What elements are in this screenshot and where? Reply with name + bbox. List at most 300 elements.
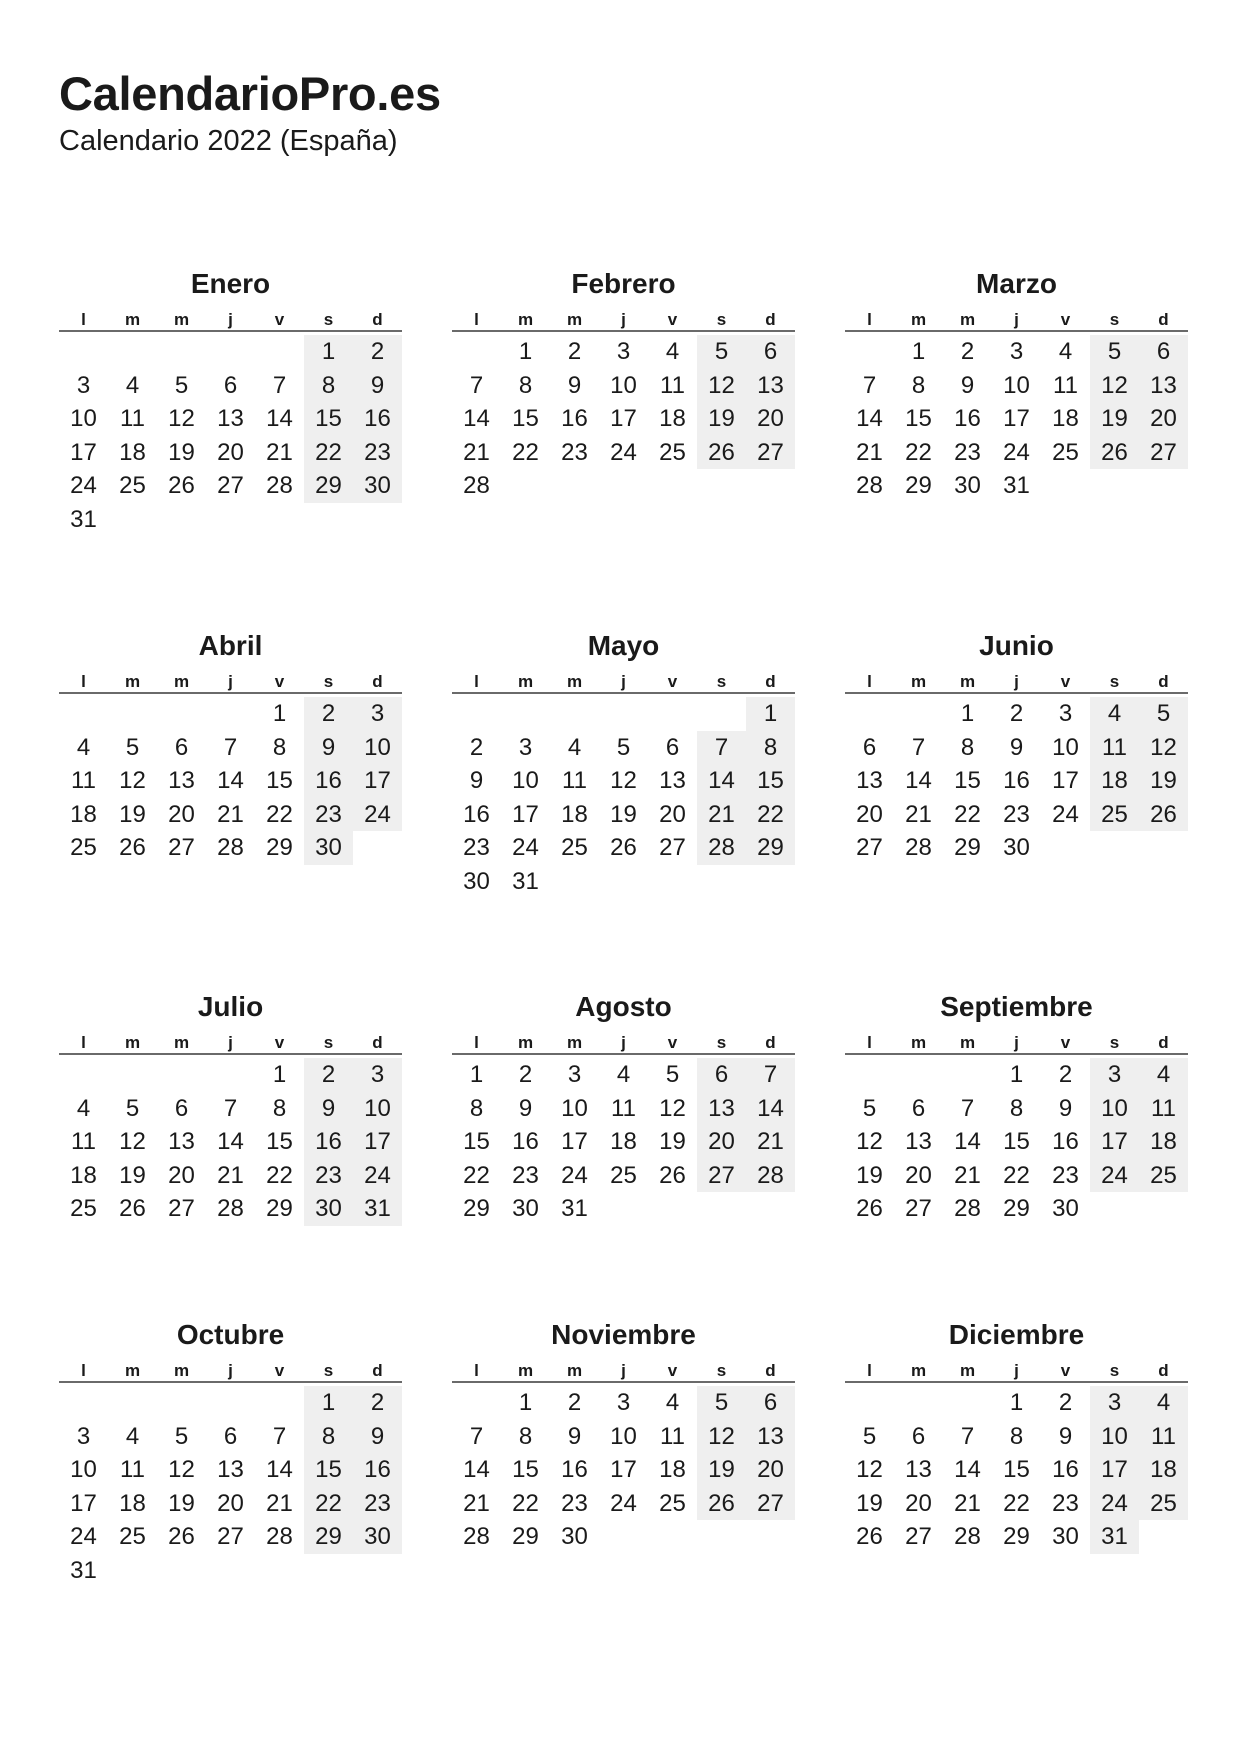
day-cell: 20 [217, 1489, 244, 1517]
weekday-label: l [474, 310, 479, 329]
weekend-day-cell: 29 [746, 831, 795, 865]
weekend-day-cell: 15 [746, 764, 795, 798]
day-cell: 21 [954, 1161, 981, 1189]
weekend-day-cell: 19 [697, 402, 746, 436]
day-cell: 14 [905, 767, 932, 794]
day-cell: 4 [665, 338, 680, 365]
weekend-day-cell: 5 [697, 335, 746, 369]
weekend-day-cell: 9 [353, 1420, 402, 1454]
day-cell: 3 [1009, 338, 1024, 365]
weekday-label: v [274, 310, 285, 329]
weekday-label: l [474, 1361, 479, 1380]
day-cell: 21 [463, 438, 490, 466]
day-cell: 21 [954, 1489, 981, 1517]
weekend-day-cell: 28 [746, 1159, 795, 1193]
weekend-day-cell: 12 [697, 369, 746, 403]
day-cell: 1 [272, 700, 287, 727]
weekday-label: m [173, 310, 190, 329]
weekend-day-cell: 22 [304, 436, 353, 470]
weekday-label: m [517, 672, 534, 691]
weekend-day-cell: 13 [697, 1092, 746, 1126]
day-cell: 24 [70, 472, 97, 499]
day-cell: 19 [659, 1128, 686, 1155]
day-cell: 16 [1052, 1128, 1079, 1155]
day-cell: 1 [911, 338, 926, 365]
weekday-label: s [323, 1033, 334, 1052]
weekday-label: l [867, 672, 872, 691]
weekday-header [845, 672, 1188, 694]
day-cell: 15 [463, 1128, 490, 1155]
day-cell: 14 [217, 767, 244, 794]
day-cell: 14 [463, 1456, 490, 1483]
day-cell: 20 [168, 800, 195, 828]
day-cell: 28 [463, 1523, 490, 1550]
day-cell: 5 [665, 1061, 680, 1088]
weekday-label: d [372, 1361, 383, 1380]
day-cell: 22 [512, 438, 539, 466]
day-cell: 10 [610, 371, 637, 399]
day-cell: 26 [119, 834, 146, 861]
day-cell: 12 [168, 1456, 195, 1483]
calendar-subtitle: Calendario 2022 (España) [59, 125, 398, 157]
day-cell: 12 [659, 1094, 686, 1122]
weekend-day-cell: 7 [697, 731, 746, 765]
day-cell: 28 [217, 834, 244, 861]
day-cell: 3 [518, 733, 533, 761]
weekday-label: m [959, 310, 976, 329]
day-cell: 29 [905, 472, 932, 499]
weekend-day-cell: 10 [1090, 1420, 1139, 1454]
day-cell: 26 [659, 1161, 686, 1189]
weekend-day-cell: 5 [697, 1386, 746, 1420]
weekend-day-cell: 4 [1139, 1058, 1188, 1092]
weekend-day-cell: 16 [304, 764, 353, 798]
day-cell: 31 [561, 1195, 588, 1222]
day-cell: 11 [660, 371, 685, 399]
weekend-day-cell: 25 [1139, 1487, 1188, 1521]
weekend-day-cell: 6 [697, 1058, 746, 1092]
weekend-day-cell: 3 [353, 697, 402, 731]
day-cell: 31 [70, 505, 97, 533]
weekend-day-cell: 14 [746, 1092, 795, 1126]
weekend-day-cell: 27 [746, 1487, 795, 1521]
day-cell: 4 [125, 371, 140, 399]
day-cell: 13 [217, 405, 244, 432]
day-cell: 22 [266, 1161, 293, 1189]
weekday-label: l [867, 1361, 872, 1380]
weekday-label: m [124, 672, 141, 691]
weekend-day-cell: 29 [304, 1520, 353, 1554]
day-cell: 28 [266, 472, 293, 499]
weekday-label: j [621, 1033, 626, 1052]
day-cell: 14 [856, 405, 883, 432]
weekend-day-cell: 20 [697, 1125, 746, 1159]
day-cell: 29 [266, 1195, 293, 1222]
day-cell: 10 [70, 405, 97, 432]
month-name: Septiembre [940, 991, 1093, 1022]
day-cell: 1 [518, 1389, 533, 1416]
day-cell: 9 [1058, 1094, 1073, 1122]
day-cell: 10 [512, 767, 539, 794]
weekend-day-cell: 6 [746, 1386, 795, 1420]
day-cell: 28 [856, 472, 883, 499]
day-cell: 25 [610, 1161, 637, 1189]
day-cell: 12 [856, 1456, 883, 1483]
month-name: Octubre [176, 1319, 285, 1350]
weekday-label: l [474, 1033, 479, 1052]
month-name: Enero [190, 268, 271, 299]
weekend-day-cell: 16 [304, 1125, 353, 1159]
day-cell: 4 [567, 733, 582, 761]
weekend-day-cell: 18 [1090, 764, 1139, 798]
day-cell: 22 [266, 800, 293, 828]
weekday-label: j [228, 1033, 233, 1052]
weekend-day-cell: 20 [746, 402, 795, 436]
day-cell: 12 [168, 405, 195, 432]
weekend-day-cell: 30 [304, 831, 353, 865]
day-cell: 11 [120, 405, 145, 432]
day-cell: 18 [610, 1128, 637, 1155]
weekend-day-cell: 13 [746, 1420, 795, 1454]
day-cell: 29 [1003, 1195, 1030, 1222]
day-cell: 16 [561, 405, 588, 432]
day-cell: 27 [217, 1523, 244, 1550]
weekday-label: j [228, 672, 233, 691]
weekday-label: m [124, 310, 141, 329]
day-cell: 23 [463, 834, 490, 861]
day-cell: 4 [1058, 338, 1073, 365]
day-cell: 7 [469, 371, 484, 399]
weekday-label: j [1014, 310, 1019, 329]
weekday-label: s [716, 310, 727, 329]
weekend-day-cell: 3 [1090, 1386, 1139, 1420]
day-cell: 14 [954, 1456, 981, 1483]
day-cell: 2 [518, 1061, 533, 1088]
day-cell: 22 [1003, 1161, 1030, 1189]
weekend-day-cell: 14 [697, 764, 746, 798]
weekday-label: l [81, 1361, 86, 1380]
day-cell: 2 [469, 733, 484, 761]
day-cell: 27 [168, 834, 195, 861]
day-cell: 3 [76, 1422, 91, 1450]
day-cell: 3 [567, 1061, 582, 1088]
weekend-day-cell: 8 [304, 1420, 353, 1454]
day-cell: 24 [610, 1489, 637, 1517]
weekend-day-cell: 10 [353, 731, 402, 765]
day-cell: 15 [512, 1456, 539, 1483]
day-cell: 25 [119, 1523, 146, 1550]
day-cell: 7 [469, 1422, 484, 1450]
day-cell: 27 [168, 1195, 195, 1222]
month-name: Febrero [571, 268, 676, 299]
day-cell: 17 [512, 800, 539, 828]
weekend-day-cell: 8 [746, 731, 795, 765]
weekday-label: s [1109, 672, 1120, 691]
weekday-label: s [716, 1033, 727, 1052]
weekday-label: d [1158, 310, 1169, 329]
day-cell: 19 [119, 800, 146, 828]
day-cell: 13 [856, 767, 883, 794]
weekend-day-cell: 4 [1139, 1386, 1188, 1420]
weekday-label: v [667, 310, 678, 329]
weekday-header [845, 1361, 1188, 1383]
weekday-label: m [173, 1033, 190, 1052]
day-cell: 25 [659, 1489, 686, 1517]
day-cell: 1 [1009, 1061, 1024, 1088]
weekday-label: l [81, 310, 86, 329]
weekday-label: m [910, 310, 927, 329]
day-cell: 7 [272, 1422, 287, 1450]
weekend-day-cell: 17 [353, 764, 402, 798]
weekday-label: s [716, 672, 727, 691]
day-cell: 10 [70, 1456, 97, 1483]
day-cell: 18 [659, 405, 686, 432]
day-cell: 16 [561, 1456, 588, 1483]
day-cell: 8 [960, 733, 975, 761]
day-cell: 25 [70, 1195, 97, 1222]
day-cell: 23 [512, 1161, 539, 1189]
weekend-day-cell: 20 [746, 1453, 795, 1487]
day-cell: 4 [125, 1422, 140, 1450]
weekday-label: l [867, 310, 872, 329]
day-cell: 25 [561, 834, 588, 861]
day-cell: 6 [223, 371, 238, 399]
weekday-label: j [1014, 1361, 1019, 1380]
day-cell: 8 [469, 1094, 484, 1122]
weekend-day-cell: 18 [1139, 1125, 1188, 1159]
weekend-day-cell: 27 [697, 1159, 746, 1193]
weekend-day-cell: 30 [353, 1520, 402, 1554]
weekday-label: m [124, 1033, 141, 1052]
weekend-day-cell: 26 [697, 1487, 746, 1521]
day-cell: 17 [610, 405, 637, 432]
day-cell: 29 [1003, 1523, 1030, 1550]
weekend-day-cell: 6 [746, 335, 795, 369]
day-cell: 30 [954, 472, 981, 499]
day-cell: 30 [463, 867, 490, 895]
day-cell: 11 [120, 1456, 145, 1483]
weekend-day-cell: 1 [304, 1386, 353, 1420]
day-cell: 5 [174, 371, 189, 399]
day-cell: 11 [660, 1422, 685, 1450]
weekday-label: v [667, 1033, 678, 1052]
day-cell: 3 [616, 338, 631, 365]
day-cell: 31 [70, 1556, 97, 1584]
weekend-day-cell: 22 [746, 798, 795, 832]
day-cell: 7 [960, 1094, 975, 1122]
day-cell: 9 [567, 1422, 582, 1450]
day-cell: 11 [71, 767, 96, 794]
weekend-day-cell: 17 [1090, 1453, 1139, 1487]
weekend-day-cell: 23 [353, 436, 402, 470]
day-cell: 11 [611, 1094, 636, 1122]
day-cell: 27 [905, 1195, 932, 1222]
day-cell: 31 [512, 867, 539, 895]
weekend-day-cell: 17 [353, 1125, 402, 1159]
weekend-day-cell: 30 [304, 1192, 353, 1226]
day-cell: 17 [70, 438, 97, 466]
day-cell: 6 [665, 733, 680, 761]
weekday-label: v [274, 672, 285, 691]
day-cell: 29 [463, 1195, 490, 1222]
weekend-day-cell: 31 [353, 1192, 402, 1226]
day-cell: 6 [911, 1094, 926, 1122]
weekday-header [845, 1033, 1188, 1055]
day-cell: 11 [562, 767, 587, 794]
day-cell: 30 [1003, 834, 1030, 861]
day-cell: 19 [119, 1161, 146, 1189]
day-cell: 28 [905, 834, 932, 861]
weekend-day-cell: 20 [1139, 402, 1188, 436]
weekend-day-cell: 24 [353, 1159, 402, 1193]
weekday-label: d [1158, 672, 1169, 691]
weekend-day-cell: 27 [1139, 436, 1188, 470]
weekend-day-cell: 26 [1139, 798, 1188, 832]
day-cell: 17 [1052, 767, 1079, 794]
weekday-label: m [517, 310, 534, 329]
day-cell: 28 [217, 1195, 244, 1222]
weekday-header [845, 310, 1188, 332]
weekend-day-cell: 12 [1139, 731, 1188, 765]
day-cell: 24 [561, 1161, 588, 1189]
day-cell: 30 [561, 1523, 588, 1550]
weekend-day-cell: 13 [746, 369, 795, 403]
day-cell: 18 [70, 1161, 97, 1189]
day-cell: 23 [561, 438, 588, 466]
day-cell: 20 [168, 1161, 195, 1189]
day-cell: 24 [1003, 438, 1030, 466]
day-cell: 13 [905, 1128, 932, 1155]
weekend-day-cell: 2 [304, 697, 353, 731]
day-cell: 20 [659, 800, 686, 828]
day-cell: 2 [1009, 700, 1024, 727]
day-cell: 20 [905, 1161, 932, 1189]
day-cell: 26 [168, 472, 195, 499]
day-cell: 19 [610, 800, 637, 828]
month-name: Diciembre [948, 1319, 1085, 1350]
weekday-label: v [1060, 1033, 1071, 1052]
day-cell: 20 [856, 800, 883, 828]
day-cell: 10 [561, 1094, 588, 1122]
weekday-label: j [621, 1361, 626, 1380]
day-cell: 5 [862, 1422, 877, 1450]
day-cell: 17 [70, 1489, 97, 1517]
weekend-day-cell: 2 [304, 1058, 353, 1092]
day-cell: 24 [512, 834, 539, 861]
weekday-label: j [621, 310, 626, 329]
day-cell: 19 [856, 1161, 883, 1189]
day-cell: 21 [217, 800, 244, 828]
day-cell: 21 [266, 1489, 293, 1517]
day-cell: 30 [1052, 1523, 1079, 1550]
weekday-label: v [274, 1361, 285, 1380]
day-cell: 20 [905, 1489, 932, 1517]
day-cell: 22 [905, 438, 932, 466]
day-cell: 9 [518, 1094, 533, 1122]
day-cell: 25 [119, 472, 146, 499]
weekday-label: m [910, 672, 927, 691]
day-cell: 19 [856, 1489, 883, 1517]
day-cell: 28 [954, 1523, 981, 1550]
day-cell: 28 [463, 472, 490, 499]
day-cell: 4 [665, 1389, 680, 1416]
day-cell: 18 [1052, 405, 1079, 432]
weekend-day-cell: 3 [1090, 1058, 1139, 1092]
day-cell: 15 [954, 767, 981, 794]
day-cell: 9 [960, 371, 975, 399]
weekday-label: m [566, 310, 583, 329]
weekday-label: j [621, 672, 626, 691]
day-cell: 17 [610, 1456, 637, 1483]
day-cell: 1 [960, 700, 975, 727]
weekday-label: l [81, 672, 86, 691]
weekend-day-cell: 9 [353, 369, 402, 403]
day-cell: 3 [1058, 700, 1073, 727]
weekend-day-cell: 10 [353, 1092, 402, 1126]
weekday-label: d [765, 310, 776, 329]
weekday-label: d [372, 1033, 383, 1052]
weekday-label: m [910, 1033, 927, 1052]
day-cell: 26 [168, 1523, 195, 1550]
weekday-label: j [1014, 672, 1019, 691]
weekend-day-cell: 29 [304, 469, 353, 503]
day-cell: 11 [71, 1128, 96, 1155]
day-cell: 25 [1052, 438, 1079, 466]
day-cell: 6 [862, 733, 877, 761]
weekday-label: v [1060, 1361, 1071, 1380]
day-cell: 4 [616, 1061, 631, 1088]
day-cell: 10 [1003, 371, 1030, 399]
weekday-header [452, 310, 795, 332]
weekend-day-cell: 11 [1090, 731, 1139, 765]
weekend-day-cell: 30 [353, 469, 402, 503]
weekend-day-cell: 10 [1090, 1092, 1139, 1126]
day-cell: 10 [610, 1422, 637, 1450]
weekend-day-cell: 19 [697, 1453, 746, 1487]
day-cell: 2 [567, 1389, 582, 1416]
day-cell: 6 [223, 1422, 238, 1450]
weekend-day-cell: 5 [1139, 697, 1188, 731]
weekend-day-cell: 2 [353, 1386, 402, 1420]
weekend-day-cell: 18 [1139, 1453, 1188, 1487]
day-cell: 14 [266, 405, 293, 432]
month-name: Junio [979, 630, 1054, 661]
day-cell: 15 [266, 1128, 293, 1155]
day-cell: 9 [469, 767, 484, 794]
weekend-day-cell: 6 [1139, 335, 1188, 369]
weekend-day-cell: 24 [353, 798, 402, 832]
weekday-header [59, 672, 402, 694]
weekend-day-cell: 1 [304, 335, 353, 369]
day-cell: 14 [463, 405, 490, 432]
day-cell: 24 [70, 1523, 97, 1550]
day-cell: 7 [223, 1094, 238, 1122]
weekday-label: s [1109, 310, 1120, 329]
day-cell: 18 [119, 438, 146, 466]
day-cell: 16 [512, 1128, 539, 1155]
day-cell: 14 [266, 1456, 293, 1483]
weekend-day-cell: 23 [304, 798, 353, 832]
day-cell: 1 [469, 1061, 484, 1088]
weekday-label: j [1014, 1033, 1019, 1052]
day-cell: 6 [174, 1094, 189, 1122]
day-cell: 27 [659, 834, 686, 861]
month-name: Mayo [587, 630, 660, 661]
day-cell: 14 [954, 1128, 981, 1155]
weekday-label: d [372, 672, 383, 691]
day-cell: 5 [174, 1422, 189, 1450]
weekday-label: m [566, 672, 583, 691]
